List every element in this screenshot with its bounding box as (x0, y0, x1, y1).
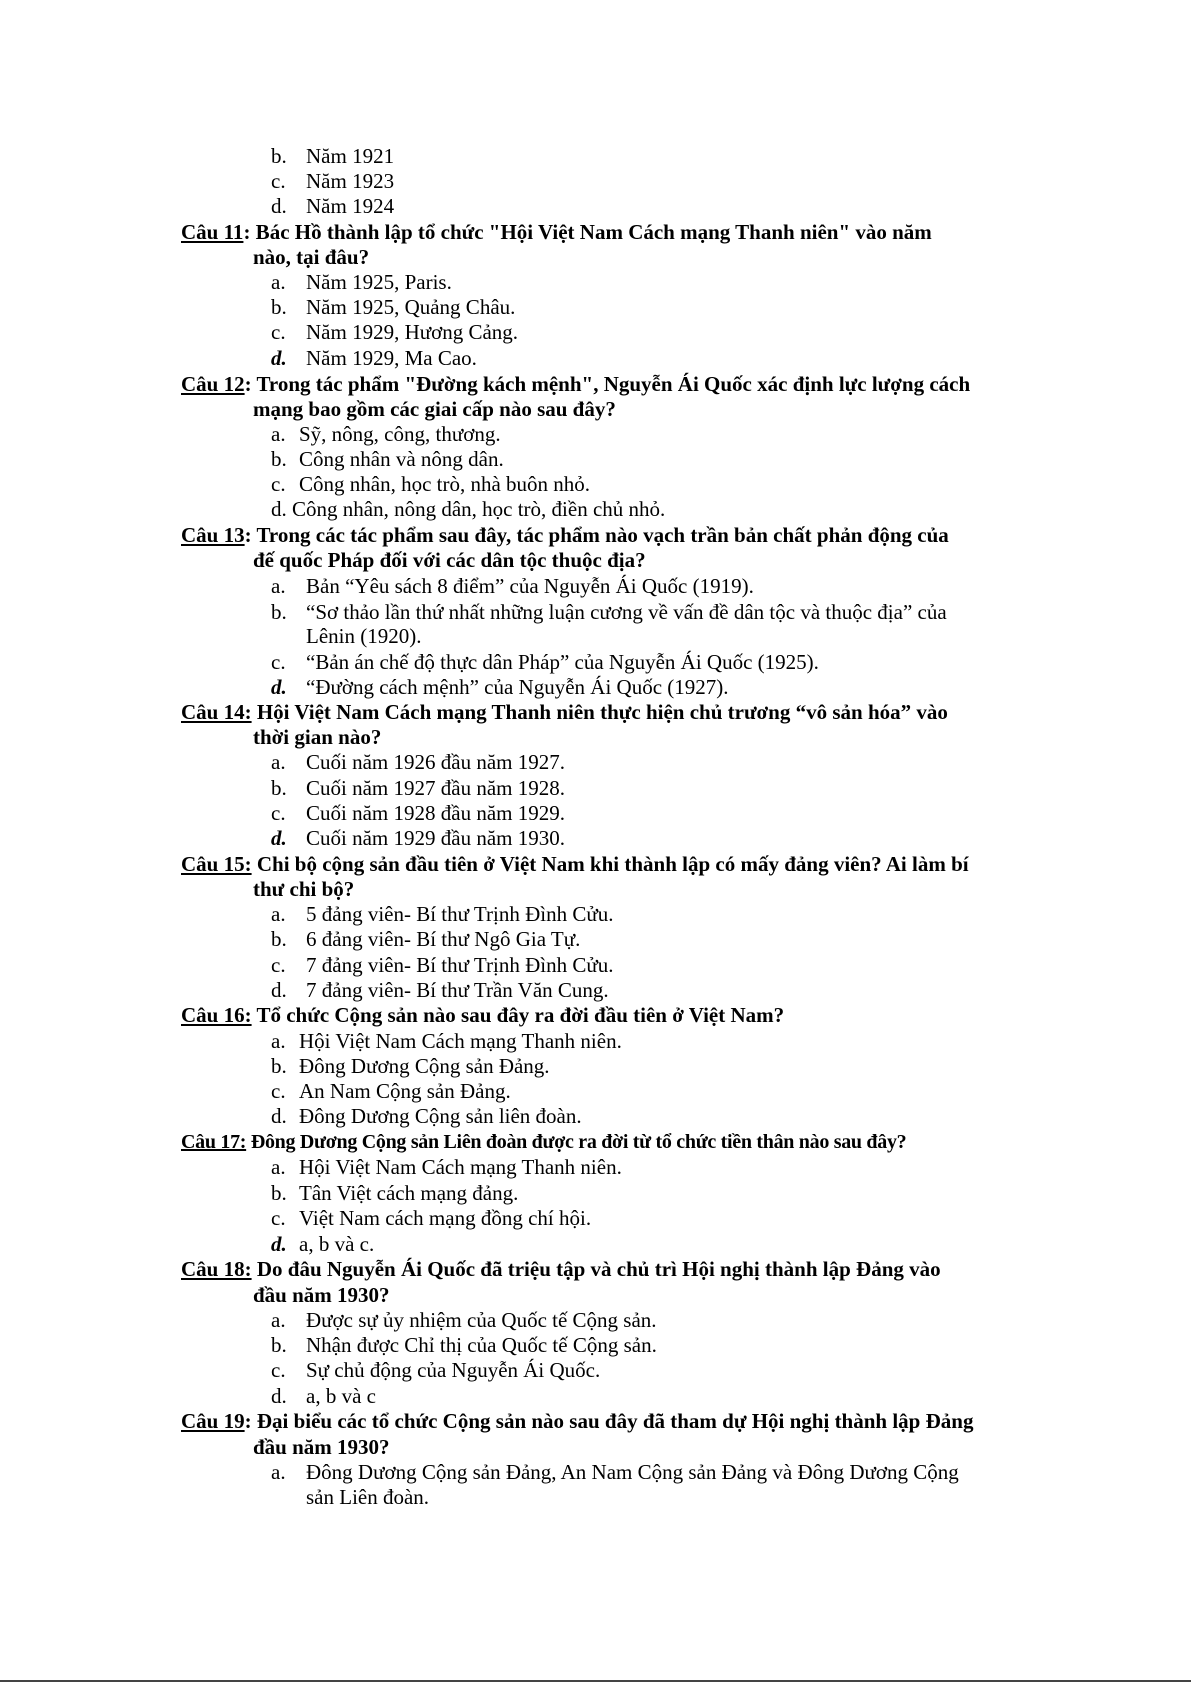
question-11-cont: nào, tại đâu? (253, 245, 370, 269)
question-15 (181, 852, 969, 877)
question-number: Câu 18: (181, 1257, 252, 1281)
question-number: Câu 15: (181, 852, 252, 876)
question-number: Câu 13 (181, 523, 245, 547)
question-17 (181, 1130, 906, 1155)
question-number: Câu 19 (181, 1409, 245, 1433)
question-number: Câu 14: (181, 700, 252, 724)
question-text: Đông Dương Cộng sản Liên đoàn được ra đời từ tổ chức tiền thân nào sau đây? (246, 1131, 907, 1153)
question-19 (181, 1409, 973, 1434)
question-11 (181, 220, 932, 245)
question-text: Tổ chức Cộng sản nào sau đây ra đời đầu tiên ở Việt Nam? (251, 1003, 785, 1027)
option-label: d. (271, 194, 287, 218)
question-text: Chi bộ cộng sản đầu tiên ở Việt Nam khi thành lập có mấy đảng viên? Ai làm bí (251, 852, 969, 876)
question-13 (181, 523, 949, 548)
question-15-cont: thư chi bộ? (253, 877, 355, 901)
page-bottom-rule (0, 1680, 1191, 1682)
question-number: Câu 12 (181, 372, 245, 396)
option-text: Năm 1924 (306, 194, 395, 218)
option-label: b. (271, 144, 287, 168)
question-text: : Trong các tác phẩm sau đây, tác phẩm nào vạch trần bản chất phản động của (244, 523, 949, 547)
question-18 (181, 1257, 941, 1282)
question-18-cont: đầu năm 1930? (253, 1283, 390, 1307)
question-14-cont: thời gian nào? (253, 725, 382, 749)
question-13-cont: đế quốc Pháp đối với các dân tộc thuộc địa? (253, 548, 646, 572)
option-label: c. (271, 169, 286, 193)
question-number: Câu 17: (181, 1131, 247, 1153)
question-text: : Bác Hồ thành lập tổ chức "Hội Việt Nam Cách mạng Thanh niên" vào năm (243, 220, 932, 244)
document-page: b. Năm 1921 c. Năm 1923 d. Năm 1924 Câu 11: Bác Hồ thành lập tổ chức "Hội Việt Nam Cách mạng Thanh niên" vào năm nào, tại đâu? a. Năm 1925, Paris. b. Năm 1925, Quảng Châu. c. Năm 1929, Hương Cảng. d. Năm 1929, Ma Cao. Câu 12: Trong tác phẩm "Đường kách mệnh", Nguyễn Ái Quốc xác định lực lượng cách mạng bao gồm các giai cấp nào sau đây? a. Sỹ, nông, công, thương. b. Công nhân và nông dân. c. Công nhân, học trò, nhà buôn nhỏ. d. Công nhân, nông dân, học trò, điền chủ nhỏ. Câu 13: Trong các tác phẩm sau đây, tác phẩm nào vạch trần bản chất phản động của đế quốc Pháp đối với các dân tộc thuộc địa? a. Bản “Yêu sách 8 điểm” của Nguyễn Ái Quốc (1919). b. “Sơ thảo lần thứ nhất những luận cương về vấn đề dân tộc và thuộc địa” của Lênin (1920). c. “Bản án chế độ thực dân Pháp” của Nguyễn Ái Quốc (1925). d. “Đường cách mệnh” của Nguyễn Ái Quốc (1927). Câu 14: Hội Việt Nam Cách mạng Thanh niên thực hiện chủ trương “vô sản hóa” vào thời gian nào? a. Cuối năm 1926 đầu năm 1927. b. Cuối năm 1927 đầu năm 1928. c. Cuối năm 1928 đầu năm 1929. d. Cuối năm 1929 đầu năm 1930. Câu 15: Chi bộ cộng sản đầu tiên ở Việt Nam khi thành lập có mấy đảng viên? Ai làm bí thư chi bộ? a. 5 đảng viên- Bí thư Trịnh Đình Cửu. b. 6 đảng viên- Bí thư Ngô Gia Tự. c. 7 đảng viên- Bí thư Trịnh Đình Cửu. d. 7 đảng viên- Bí thư Trần Văn Cung. Câu 16: Tổ chức Cộng sản nào sau đây ra đời đầu tiên ở Việt Nam? a. Hội Việt Nam Cách mạng Thanh niên. b. Đông Dương Cộng sản Đảng. c. An Nam Cộng sản Đảng. d. Đông Dương Cộng sản liên đoàn. Câu 17: Đông Dương Cộng sản Liên đoàn được ra đời từ tổ chức tiền thân nào sau đây? a. Hội Việt Nam Cách mạng Thanh niên. b. Tân Việt cách mạng đảng. c. Việt Nam cách mạng đồng chí hội. d. a, b và c. Câu 18: Do đâu Nguyễn Ái Quốc đã triệu tập và chủ trì Hội nghị thành lập Đảng vào đầu năm 1930? a. Được sự ủy nhiệm của Quốc tế Cộng sản. b. Nhận được Chỉ thị của Quốc tế Cộng sản. c. Sự chủ động của Nguyễn Ái Quốc. d. a, b và c Câu 19: Đại biểu các tổ chức Cộng sản nào sau đây đã tham dự Hội nghị thành lập Đảng đầu năm 1930? a. Đông Dương Cộng sản Đảng, An Nam Cộng sản Đảng và Đông Dương Cộng sản Liên đoàn. (0, 0, 1191, 1685)
option-text: Năm 1921 (306, 144, 395, 168)
question-12 (181, 372, 970, 397)
question-16 (181, 1003, 784, 1028)
question-14 (181, 700, 948, 725)
option-text: Năm 1923 (306, 169, 395, 193)
question-text: Hội Việt Nam Cách mạng Thanh niên thực hiện chủ trương “vô sản hóa” vào (251, 700, 948, 724)
question-text: : Trong tác phẩm "Đường kách mệnh", Nguyễn Ái Quốc xác định lực lượng cách (244, 372, 971, 396)
question-text: : Đại biểu các tổ chức Cộng sản nào sau đây đã tham dự Hội nghị thành lập Đảng (244, 1409, 974, 1433)
question-text: Do đâu Nguyễn Ái Quốc đã triệu tập và chủ trì Hội nghị thành lập Đảng vào (251, 1257, 941, 1281)
question-number: Câu 16: (181, 1003, 252, 1027)
question-12-cont: mạng bao gồm các giai cấp nào sau đây? (253, 397, 616, 421)
question-19-cont: đầu năm 1930? (253, 1435, 390, 1459)
question-number: Câu 11 (181, 220, 244, 244)
